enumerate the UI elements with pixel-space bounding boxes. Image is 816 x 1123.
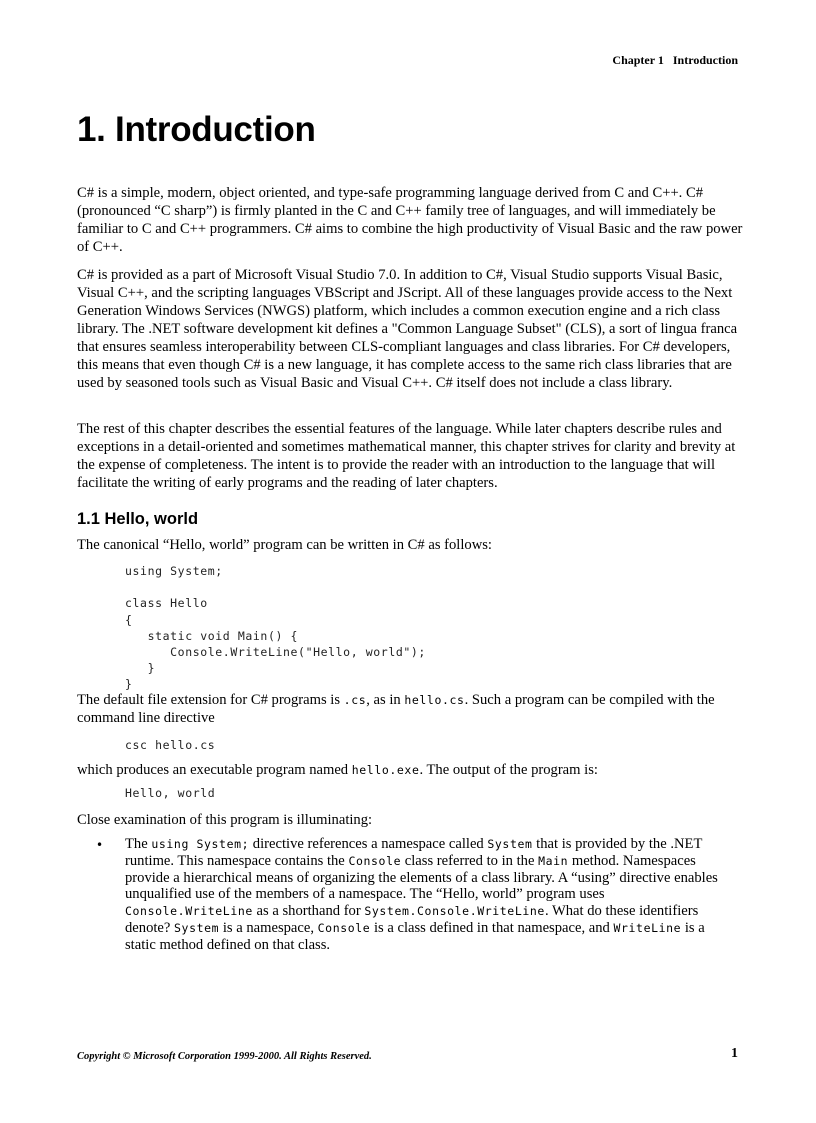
inline-code: Console.WriteLine xyxy=(125,904,253,919)
close-examination-line: Close examination of this program is illuminating: xyxy=(77,812,373,828)
inline-code: hello.cs xyxy=(404,693,465,707)
text-span: . The output of the program is: xyxy=(419,762,598,778)
text-span: directive references a namespace called xyxy=(249,836,488,852)
inline-code: .cs xyxy=(343,693,367,707)
file-extension-line xyxy=(77,691,715,709)
bullet-line: static method defined on that class. xyxy=(125,936,331,953)
bullet-line: unqualified use of the members of a namespace. The “Hello, world” program uses xyxy=(125,886,605,903)
text-span: is a namespace, xyxy=(219,919,318,936)
produces-line xyxy=(77,761,598,779)
copyright-footer: Copyright © Microsoft Corporation 1999-2000. All Rights Reserved. xyxy=(77,1051,372,1062)
bullet-line xyxy=(125,853,735,870)
text-span: as a shorthand for xyxy=(252,903,365,920)
text-span: The default file extension for C# programs is xyxy=(77,692,344,708)
text-span: runtime. This namespace contains the xyxy=(125,852,349,869)
text-span: method. Namespaces xyxy=(568,852,696,869)
intro-paragraph-3: The rest of this chapter describes the essential features of the language. While later chapters describe rules and exceptions in a detail-oriented and sometimes mathematical manner, this chapter strives for clarity and brevity at the expense of completeness. The intent is to provide the reader with an introduction to the language that will facilitate the writing of early programs and the reading of later chapters. xyxy=(77,421,736,491)
text-span: which produces an executable program named xyxy=(77,762,352,778)
compile-command-code: csc hello.cs xyxy=(125,738,216,752)
bullet-line: provide a hierarchical means of organizing the elements of a class library. A “using” directive enables xyxy=(125,869,718,886)
hello-program-code: using System; class Hello { static void Main() { Console.WriteLine("Hello, world"); } } xyxy=(125,564,426,692)
text-span: , as in xyxy=(366,692,405,708)
inline-code: Main xyxy=(538,853,569,868)
page-number: 1 xyxy=(731,1046,738,1061)
text-span: that is provided by the .NET xyxy=(532,836,703,852)
bullet-icon: • xyxy=(96,838,104,852)
text-span: . Such a program can be compiled with the xyxy=(464,692,715,708)
inline-code: hello.exe xyxy=(351,763,420,777)
inline-code: System xyxy=(487,837,533,851)
intro-paragraph-2: C# is provided as a part of Microsoft Visual Studio 7.0. In addition to C#, Visual Studio supports Visual Basic, Visual C++, and the scripting languages VBScript and JScript. All of these languages provide access to the Next Generation Windows Services (NWGS) platform, which includes a common execution engine and a rich class library. The .NET software development kit defines a "Common Language Subset" (CLS), a sort of lingua franca that ensures seamless interoperability between CLS-compliant languages and class libraries. For C# developers, this means that even though C# is a new language, it has complete access to the same rich class libraries that are used by seasoned tools such as Visual Basic and Visual C++. C# itself does not include a class library. xyxy=(77,267,738,391)
inline-code: Console xyxy=(348,853,402,868)
bullet-line xyxy=(125,920,735,937)
command-line-label: command line directive xyxy=(77,710,215,726)
program-output-code: Hello, world xyxy=(125,786,216,800)
bullet-item-using-directive xyxy=(125,836,735,954)
text-span: is a class defined in that namespace, and xyxy=(370,919,614,936)
inline-code: System.Console.WriteLine xyxy=(364,904,545,919)
inline-code: System xyxy=(174,920,220,935)
running-head: Chapter 1 Introduction xyxy=(612,53,738,67)
inline-code: using System; xyxy=(151,837,250,851)
inline-code: Console xyxy=(317,920,371,935)
text-span: is a xyxy=(681,919,705,936)
text-span: denote? xyxy=(125,919,175,936)
text-span: . What do these identifiers xyxy=(544,903,699,920)
text-span: The xyxy=(125,836,152,852)
section-intro: The canonical “Hello, world” program can be written in C# as follows: xyxy=(77,537,492,553)
inline-code: WriteLine xyxy=(613,920,682,935)
chapter-title: 1. Introduction xyxy=(77,110,316,149)
intro-paragraph-1: C# is a simple, modern, object oriented, and type-safe programming language derived from C and C++. C# (pronounced “C sharp”) is firmly planted in the C and C++ family tree of languages, and will immediately be familiar to C and C++ programmers. C# aims to combine the high productivity of Visual Basic and the raw power of C++. xyxy=(77,185,743,255)
text-span: class referred to in the xyxy=(401,852,539,869)
section-heading: 1.1 Hello, world xyxy=(77,510,199,528)
bullet-line xyxy=(125,836,735,853)
bullet-line xyxy=(125,903,735,920)
